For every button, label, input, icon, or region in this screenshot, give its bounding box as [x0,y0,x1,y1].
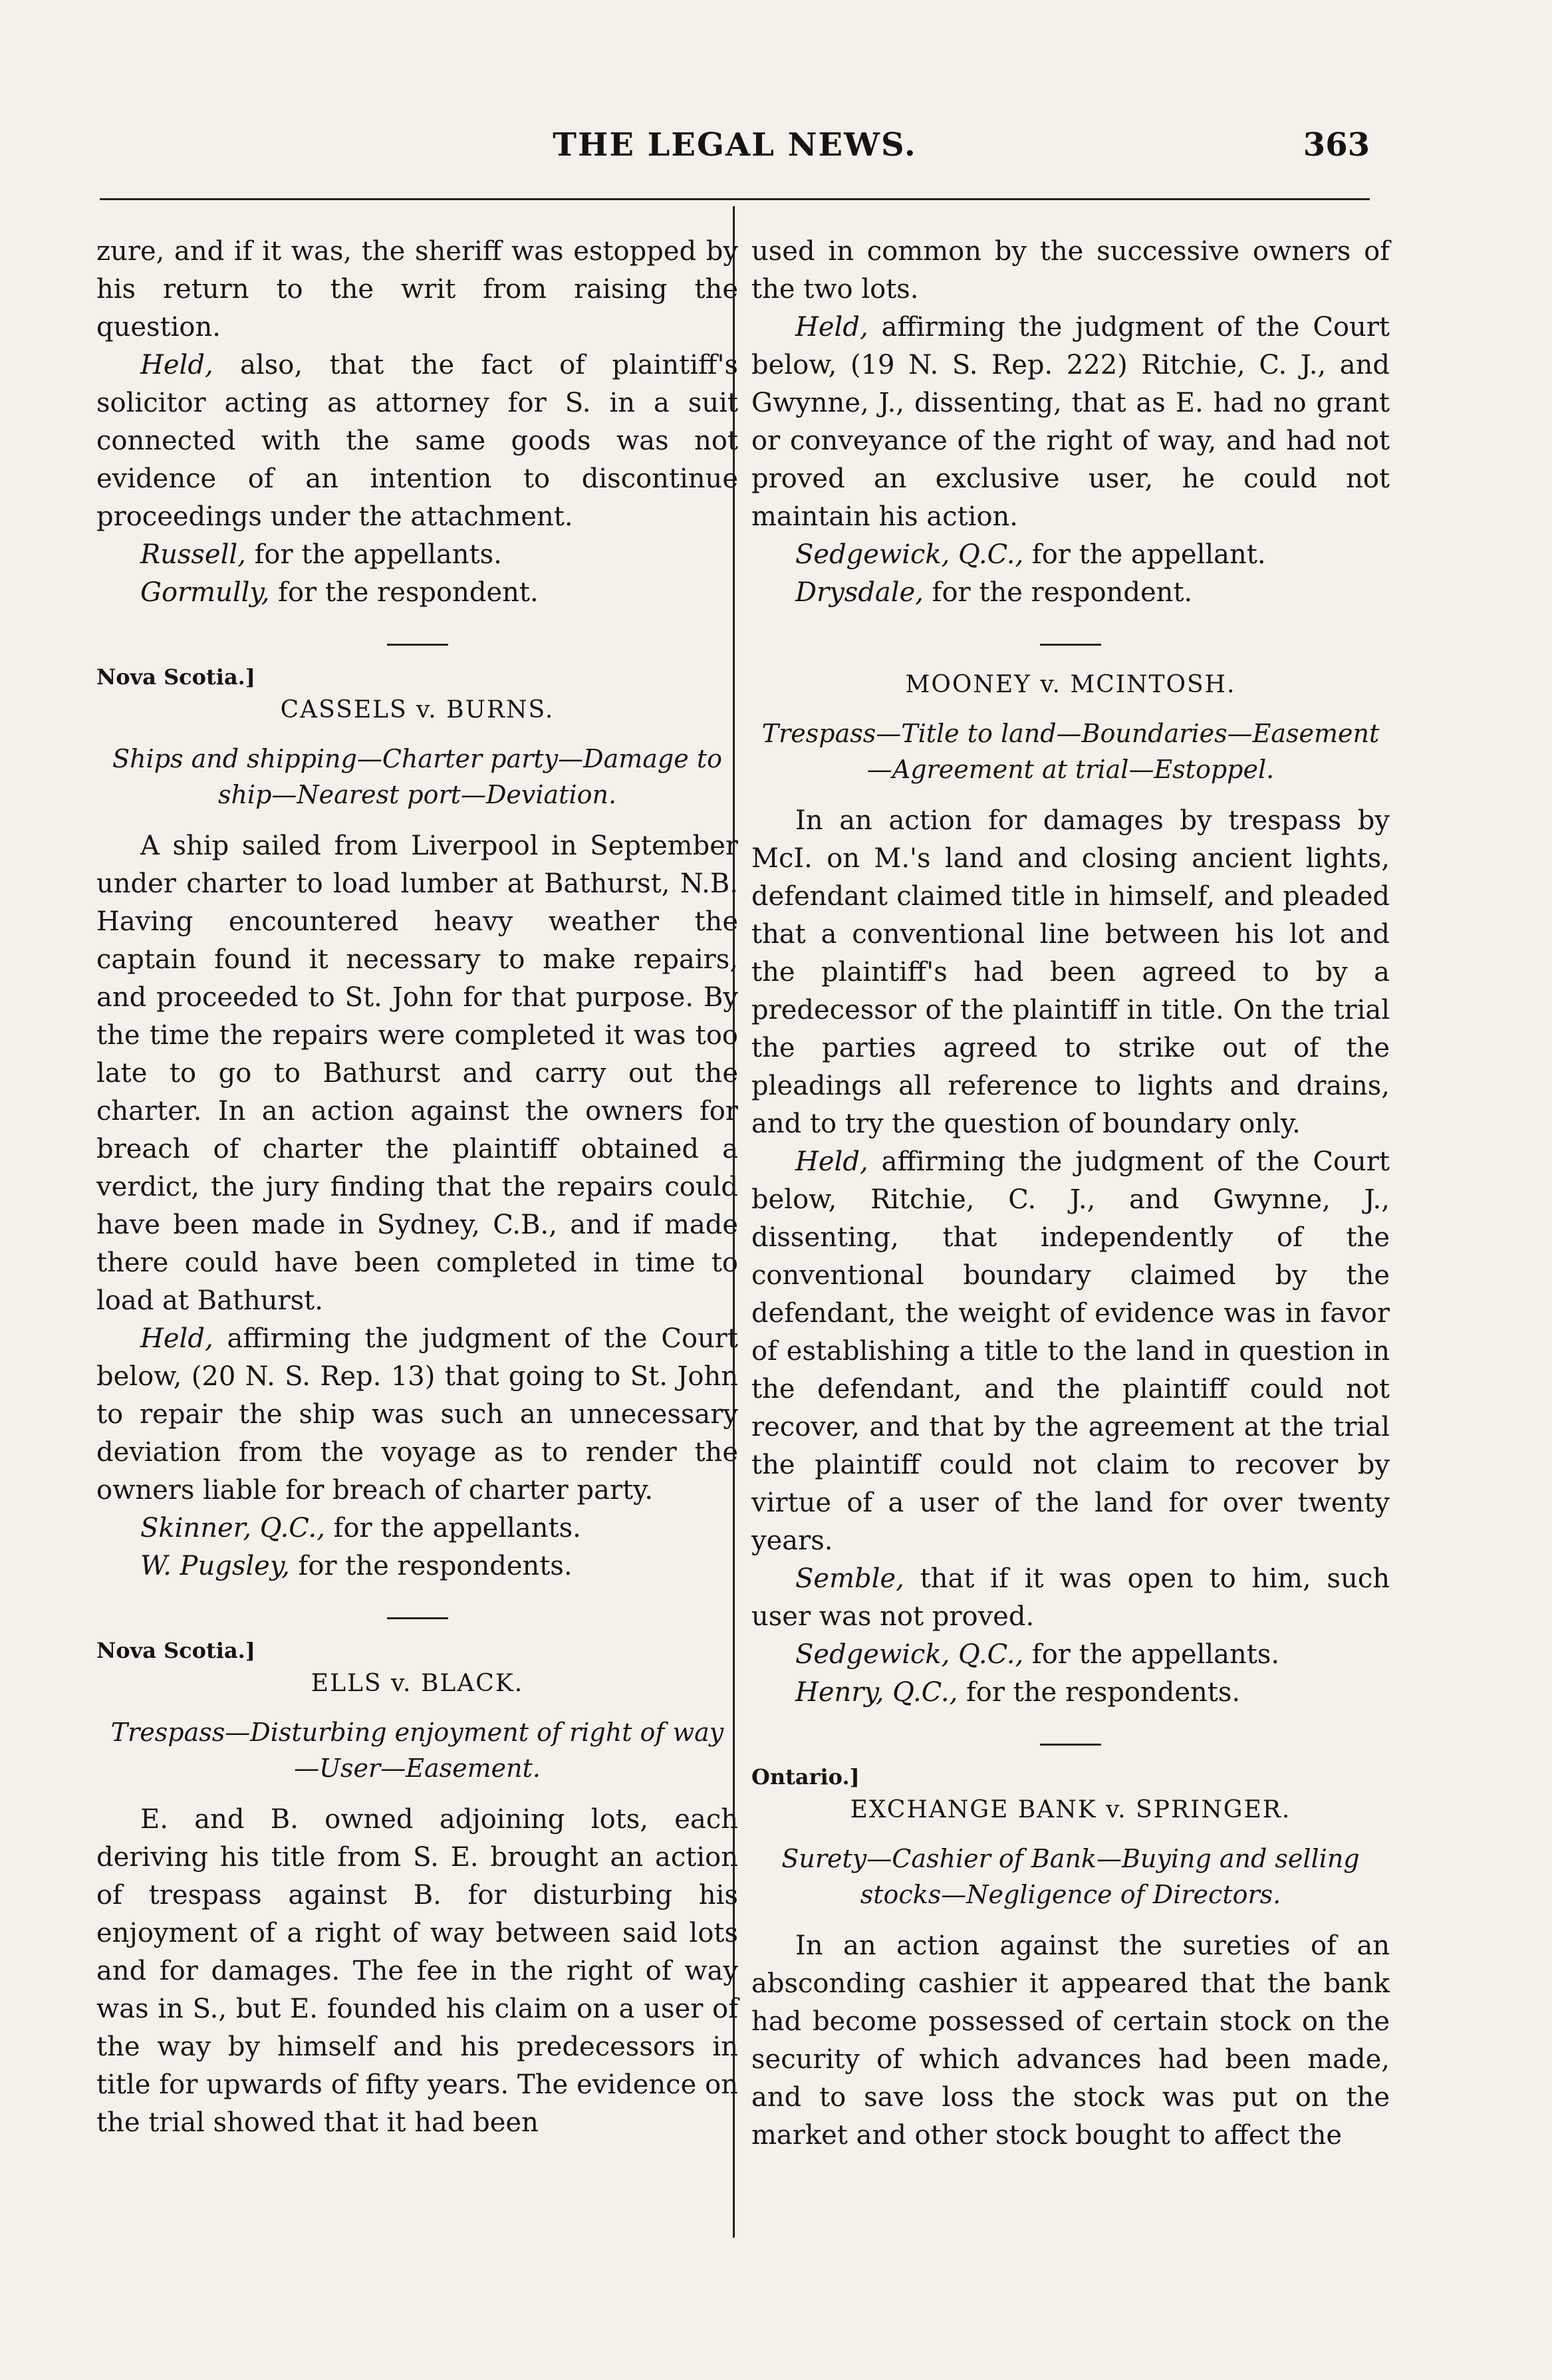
held-label: Held, [795,1146,868,1177]
counsel-role: for the respondents. [958,1677,1241,1708]
semble-text: that if it was open to him, such user was not proved. [751,1563,1390,1632]
case-cassels-v-burns [96,663,738,1585]
page-header [100,126,1370,186]
held-text: also, that the fact of plaintiff's solicitor acting as attorney for S. in a suit connected with the same goods was not evidence of an intention to discontinue proceedings under the attachment. [96,350,738,532]
case-facts: E. and B. owned adjoining lots, each deriving his title from S. E. brought an action of trespass against B. for disturbing his enjoyment of a right of way between said lots and for damages. The fee in the right of way was in S., but E. founded his claim on a user of the way by himself and his predecessors in title for upwards of fifty years. The evidence on the trial showed that it had been [96,1804,738,2138]
held-label: Held, [140,1323,213,1354]
right-column [751,233,1390,2155]
counsel-line [96,536,738,574]
case-facts: In an action for damages by trespass by McI. on M.'s land and closing ancient lights, defendant claimed title in himself, and pleaded that a conventional line between his lot and the plaintiff's had been agreed to by a predecessor of the plaintiff in title. On the trial the parties agreed to strike out of the pleadings all reference to lights and drains, and to try the question of boundary only. [751,805,1390,1139]
left-column [96,233,738,2142]
section-separator [1040,644,1101,646]
case-headnote: Surety—Cashier of Bank—Buying and selling stocks—Negligence of Directors. [781,1844,1360,1909]
counsel-line [751,574,1390,612]
counsel-role: for the respondents. [289,1551,573,1581]
counsel-name: W. Pugsley, [140,1551,290,1581]
counsel-name: Sedgewick, Q.C., [795,1639,1024,1670]
held-text: affirming the judgment of the Court below, (20 N. S. Rep. 13) that going to St. John to repair the ship was such an unnecessary deviation from the voyage as to render the owners liable for breach of charter party. [96,1323,738,1506]
held-paragraph [96,346,738,536]
case-title: EXCHANGE BANK v. SPRINGER. [850,1796,1291,1823]
case-title: CASSELS v. BURNS. [280,696,555,724]
continuation-text: used in common by the successive owners of the two lots. [751,236,1390,305]
page-number: 363 [1303,126,1370,164]
counsel-role: for the appellants. [324,1513,581,1543]
section-separator [1040,1744,1101,1746]
case-headnote: Trespass—Disturbing enjoyment of right of way —User—Easement. [110,1718,724,1783]
counsel-line [751,1674,1390,1712]
case-headnote: Ships and shipping—Charter party—Damage to ship—Nearest port—Deviation. [112,744,722,809]
held-paragraph [96,1320,738,1510]
counsel-line [96,574,738,612]
held-label: Held, [140,350,213,380]
case-ells-v-black [96,1637,738,2142]
case-title: ELLS v. BLACK. [311,1670,524,1697]
counsel-name: Gormully, [140,577,270,608]
section-separator [387,644,448,646]
counsel-name: Sedgewick, Q.C., [795,539,1024,570]
case-mooney-v-mcintosh [751,666,1390,1712]
held-text: affirming the judgment of the Court below, (19 N. S. Rep. 222) Ritchie, C. J., and Gwynne, J., dissenting, that as E. had no grant or conveyance of the right of way, and had not proved an exclusive user, he could not maintain his action. [751,312,1390,532]
province-label: Nova Scotia.] [96,664,255,690]
counsel-role: for the appellants. [245,539,502,570]
header-rule [100,198,1370,200]
counsel-name: Drysdale, [795,577,924,608]
province-label: Ontario.] [751,1764,860,1789]
semble-label: Semble, [795,1563,904,1594]
held-paragraph [751,309,1390,536]
counsel-line [751,1636,1390,1674]
counsel-name: Russell, [140,539,246,570]
counsel-name: Henry, Q.C., [795,1677,958,1708]
counsel-role: for the respondent. [923,577,1193,608]
counsel-role: for the appellant. [1023,539,1266,570]
counsel-name: Skinner, Q.C., [140,1513,325,1543]
counsel-role: for the respondent. [269,577,539,608]
case-headnote: Trespass—Title to land—Boundaries—Easement—Agreement at trial—Estoppel. [761,719,1380,784]
held-text: affirming the judgment of the Court below, Ritchie, C. J., and Gwynne, J., dissenting, that independently of the conventional boundary claimed by the defendant, the weight of evidence was in favor of establishing a title to the land in question in the defendant, and the plaintiff could not recover, and that by the agreement at the trial the plaintiff could not claim to recover by virtue of a user of the land for over twenty years. [751,1146,1390,1556]
semble-paragraph [751,1560,1390,1636]
province-label: Nova Scotia.] [96,1638,255,1663]
continuation-text: zure, and if it was, the sheriff was estopped by his return to the writ from raising the question. [96,236,738,342]
counsel-line [96,1510,738,1547]
counsel-line [751,536,1390,574]
case-title: MOONEY v. MCINTOSH. [905,671,1236,698]
running-title: THE LEGAL NEWS. [553,126,917,164]
section-separator [387,1617,448,1619]
held-paragraph [751,1143,1390,1560]
case-facts: In an action against the sureties of an absconding cashier it appeared that the bank had become possessed of certain stock on the security of which advances had been made, and to save loss the stock was put on the market and other stock bought to affect the [751,1930,1390,2151]
held-label: Held, [795,312,868,342]
case-facts: A ship sailed from Liverpool in September under charter to load lumber at Bathurst, N.B. Having encountered heavy weather the captain found it necessary to make repairs, and proceeded to St. John for that purpose. By the time the repairs were completed it was too late to go to Bathurst and carry out the charter. In an action against the owners for breach of charter the plaintiff obtained a verdict, the jury finding that the repairs could have been made in Sydney, C.B., and if made there could have been completed in time to load at Bathurst. [96,831,738,1316]
counsel-role: for the appellants. [1023,1639,1280,1670]
case-exchange-bank-v-springer [751,1763,1390,2155]
counsel-line [96,1547,738,1585]
